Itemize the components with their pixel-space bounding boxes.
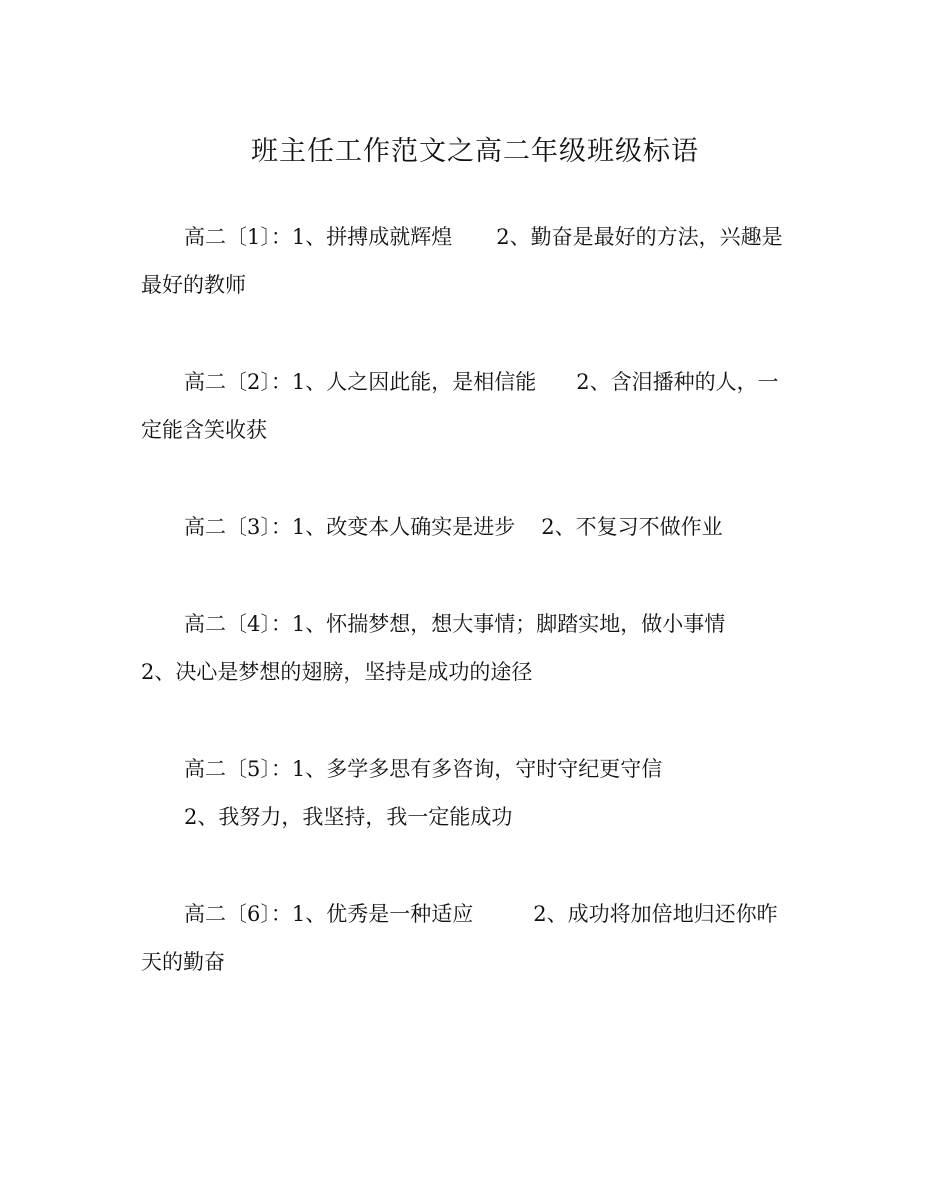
entry-5-label: 高二〔5〕：	[184, 757, 292, 781]
entry-1-line-1	[184, 222, 783, 252]
entry-6-label: 高二〔6〕：	[184, 902, 292, 926]
entry-6-slogan-2: 2、成功将加倍地归还你昨	[533, 902, 778, 926]
entry-3-line-1	[184, 512, 723, 542]
entry-2-slogan-2: 2、含泪播种的人，一	[576, 370, 779, 394]
entry-4-line-1	[184, 609, 725, 639]
entry-6-line-1	[184, 899, 778, 929]
entry-4-slogan-1: 1、怀揣梦想，想大事情；脚踏实地，做小事情	[291, 612, 726, 636]
entry-5-slogan-1: 1、多学多思有多咨询，守时守纪更守信	[291, 757, 663, 781]
entry-1-slogan-2: 2、勤奋是最好的方法，兴趣是	[496, 225, 783, 249]
entry-2-label: 高二〔2〕：	[184, 370, 292, 394]
entry-3-label: 高二〔3〕：	[184, 515, 292, 539]
entry-3-slogan-2: 2、不复习不做作业	[541, 515, 723, 539]
entry-6-line-2: 天的勤奋	[141, 950, 225, 974]
entry-5-line-2: 2、我努力，我坚持，我一定能成功	[184, 805, 513, 829]
entry-2-slogan-1: 1、人之因此能，是相信能	[291, 370, 537, 394]
entry-1-line-2: 最好的教师	[141, 273, 246, 297]
entry-3-slogan-1: 1、改变本人确实是进步	[291, 515, 516, 539]
entry-2-line-1	[184, 367, 779, 397]
entry-5-line-1	[184, 754, 662, 784]
entry-6-slogan-1: 1、优秀是一种适应	[291, 902, 474, 926]
entry-2-line-2: 定能含笑收获	[141, 418, 267, 442]
document-title: 班主任工作范文之高二年级班级标语	[251, 136, 699, 167]
entry-4-label: 高二〔4〕：	[184, 612, 292, 636]
entry-1-slogan-1: 1、拼搏成就辉煌	[291, 225, 453, 249]
entry-4-line-2: 2、决心是梦想的翅膀，坚持是成功的途径	[141, 660, 533, 684]
entry-1-label: 高二〔1〕：	[184, 225, 292, 249]
